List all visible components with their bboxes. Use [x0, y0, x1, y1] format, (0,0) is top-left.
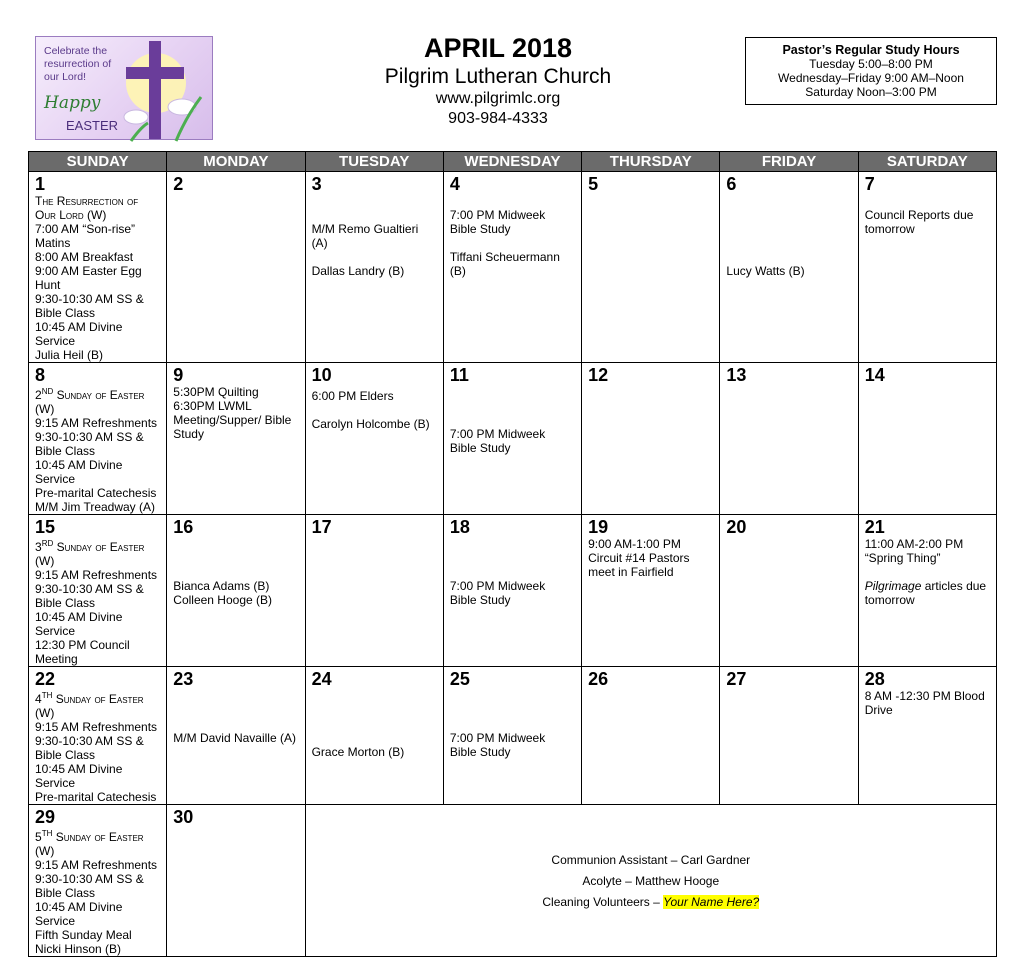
event: Pre-marital Catechesis	[35, 486, 157, 500]
event: 8:00 AM Breakfast	[35, 250, 134, 264]
event: Pilgrimage articles due tomorrow	[864, 579, 987, 607]
event: 9:00 AM-1:00 PM Circuit #14 Pastors meet in Fairfield	[588, 537, 690, 579]
cleaning-volunteers-value: Your Name Here?	[663, 895, 760, 909]
event: 9:15 AM Refreshments	[35, 568, 158, 582]
event: Carolyn Holcombe (B)	[311, 417, 430, 431]
day-cell	[858, 515, 996, 667]
day-cell	[720, 667, 858, 805]
day-number: 13	[726, 365, 747, 385]
day-number: 16	[173, 517, 194, 537]
weekday-header-row	[29, 152, 997, 172]
day-cell	[720, 172, 858, 363]
day-cell	[29, 515, 167, 667]
event: 10:45 AM Divine Service	[35, 610, 123, 638]
day-cell	[720, 515, 858, 667]
day-number: 28	[864, 669, 885, 689]
day-number: 11	[449, 365, 469, 385]
page-header	[330, 32, 666, 129]
day-cell	[167, 172, 305, 363]
event: Colleen Hooge (B)	[173, 593, 272, 607]
week-row	[29, 172, 997, 363]
day-number: 23	[173, 669, 194, 689]
event: M/M Jim Treadway (A)	[35, 500, 156, 514]
event: “Spring Thing”	[864, 551, 941, 565]
day-number: 3	[311, 174, 322, 194]
day-number: 4	[449, 174, 460, 194]
event: 10:45 AM Divine Service	[35, 762, 123, 790]
day-number: 5	[588, 174, 599, 194]
day-cell	[582, 667, 720, 805]
day-number: 26	[588, 669, 609, 689]
event: 9:00 AM Easter Egg Hunt	[35, 264, 142, 292]
event: 6:00 PM Elders	[311, 389, 394, 403]
day-number: 25	[449, 669, 470, 689]
day-cell	[305, 515, 443, 667]
event: M/M Remo Gualtieri (A)	[311, 222, 419, 250]
week-row	[29, 363, 997, 515]
feast-title: 3RD Sunday of Easter (W)	[35, 539, 145, 568]
day-cell	[720, 363, 858, 515]
feast-title: 2ND Sunday of Easter (W)	[35, 387, 145, 416]
day-cell	[858, 667, 996, 805]
church-name: Pilgrim Lutheran Church	[384, 65, 612, 88]
weekday-tuesday: TUESDAY	[305, 152, 443, 172]
event: 10:45 AM Divine Service	[35, 458, 123, 486]
day-cell	[305, 172, 443, 363]
phone: 903-984-4333	[448, 110, 548, 127]
day-cell	[582, 363, 720, 515]
event: 9:30-10:30 AM SS & Bible Class	[35, 292, 144, 320]
week-row	[29, 805, 997, 957]
event: Dallas Landry (B)	[311, 264, 405, 278]
event: 10:45 AM Divine Service	[35, 900, 123, 928]
day-number: 21	[864, 517, 885, 537]
acolyte: Acolyte – Matthew Hooge	[582, 874, 720, 888]
day-number: 24	[311, 669, 332, 689]
day-number: 19	[588, 517, 609, 537]
day-number: 30	[173, 807, 194, 827]
event: M/M David Navaille (A)	[173, 731, 296, 745]
day-cell	[167, 667, 305, 805]
day-cell	[305, 667, 443, 805]
day-number: 18	[449, 517, 470, 537]
week-row	[29, 667, 997, 805]
event: Fifth Sunday Meal	[35, 928, 132, 942]
day-cell	[167, 363, 305, 515]
day-number: 9	[173, 365, 184, 385]
day-cell	[29, 805, 167, 957]
event: Council Reports due tomorrow	[864, 208, 974, 236]
weekday-wednesday: WEDNESDAY	[443, 152, 581, 172]
study-hours-title: Pastor’s Regular Study Hours	[782, 43, 960, 57]
event: Bianca Adams (B)	[173, 579, 270, 593]
event: 8 AM -12:30 PM Blood Drive	[864, 689, 985, 717]
day-cell	[443, 515, 581, 667]
logo-easter: EASTER	[66, 118, 119, 133]
day-cell	[443, 667, 581, 805]
day-number: 22	[35, 669, 56, 689]
event: Grace Morton (B)	[311, 745, 405, 759]
day-number: 29	[35, 807, 56, 827]
weekday-thursday: THURSDAY	[582, 152, 720, 172]
feast-title: 5TH Sunday of Easter (W)	[35, 829, 144, 858]
study-hours-line: Saturday Noon–3:00 PM	[805, 85, 937, 99]
feast-title: The Resurrection of Our Lord (W)	[35, 194, 139, 222]
logo-happy: Happy	[44, 93, 101, 113]
feast-title: 4TH Sunday of Easter (W)	[35, 691, 144, 720]
day-cell	[443, 172, 581, 363]
day-number: 17	[311, 517, 332, 537]
day-cell	[167, 805, 305, 957]
study-hours-line: Wednesday–Friday 9:00 AM–Noon	[778, 71, 964, 85]
cleaning-volunteers: Cleaning Volunteers – Your Name Here?	[542, 895, 760, 909]
day-number: 6	[726, 174, 737, 194]
weekday-monday: MONDAY	[167, 152, 305, 172]
day-cell	[167, 515, 305, 667]
month-title: APRIL 2018	[423, 33, 573, 63]
event: 9:15 AM Refreshments	[35, 416, 158, 430]
event: 9:30-10:30 AM SS & Bible Class	[35, 582, 144, 610]
event: 10:45 AM Divine Service	[35, 320, 123, 348]
day-number: 1	[35, 174, 46, 194]
event: 9:15 AM Refreshments	[35, 858, 158, 872]
day-cell	[858, 172, 996, 363]
day-number: 20	[726, 517, 747, 537]
weekday-sunday: SUNDAY	[29, 152, 167, 172]
day-number: 12	[588, 365, 609, 385]
day-cell	[443, 363, 581, 515]
event: 7:00 PM Midweek Bible Study	[449, 731, 546, 759]
day-cell	[29, 363, 167, 515]
weekday-saturday: SATURDAY	[858, 152, 996, 172]
website: www.pilgrimlc.org	[435, 90, 561, 107]
day-cell	[582, 515, 720, 667]
event: 5:30PM Quilting	[173, 385, 259, 399]
calendar-grid	[28, 151, 997, 957]
event: 7:00 PM Midweek Bible Study	[449, 427, 546, 455]
volunteer-notes	[305, 805, 996, 957]
week-row	[29, 515, 997, 667]
day-cell	[582, 172, 720, 363]
event: 7:00 PM Midweek Bible Study	[449, 208, 546, 236]
easter-logo	[35, 36, 213, 140]
day-number: 8	[35, 365, 46, 385]
day-cell	[29, 667, 167, 805]
study-hours-box	[745, 37, 997, 105]
day-cell	[858, 363, 996, 515]
study-hours-line: Tuesday 5:00–8:00 PM	[809, 57, 933, 71]
logo-text: Celebrate the resurrection of our Lord!	[44, 45, 112, 83]
weekday-friday: FRIDAY	[720, 152, 858, 172]
event: 12:30 PM Council Meeting	[35, 638, 130, 666]
day-cell	[305, 363, 443, 515]
event: Lucy Watts (B)	[726, 264, 805, 278]
event: 9:30-10:30 AM SS & Bible Class	[35, 430, 144, 458]
day-number: 7	[864, 174, 875, 194]
event: Tiffani Scheuermann (B)	[449, 250, 560, 278]
event: Julia Heil (B)	[35, 348, 104, 362]
day-cell	[29, 172, 167, 363]
day-number: 27	[726, 669, 747, 689]
event: 9:30-10:30 AM SS & Bible Class	[35, 734, 144, 762]
communion-assistant: Communion Assistant – Carl Gardner	[551, 853, 751, 867]
event: Pre-marital Catechesis	[35, 790, 157, 804]
event: 9:15 AM Refreshments	[35, 720, 158, 734]
day-number: 2	[173, 174, 184, 194]
event: 9:30-10:30 AM SS & Bible Class	[35, 872, 144, 900]
day-number: 14	[864, 365, 885, 385]
event: 7:00 AM “Son-rise” Matins	[35, 222, 136, 250]
event: 6:30PM LWML Meeting/Supper/ Bible Study	[173, 399, 292, 441]
event: Nicki Hinson (B)	[35, 942, 122, 956]
event: 7:00 PM Midweek Bible Study	[449, 579, 546, 607]
event: 11:00 AM-2:00 PM	[864, 537, 964, 551]
day-number: 15	[35, 517, 56, 537]
day-number: 10	[311, 365, 332, 385]
